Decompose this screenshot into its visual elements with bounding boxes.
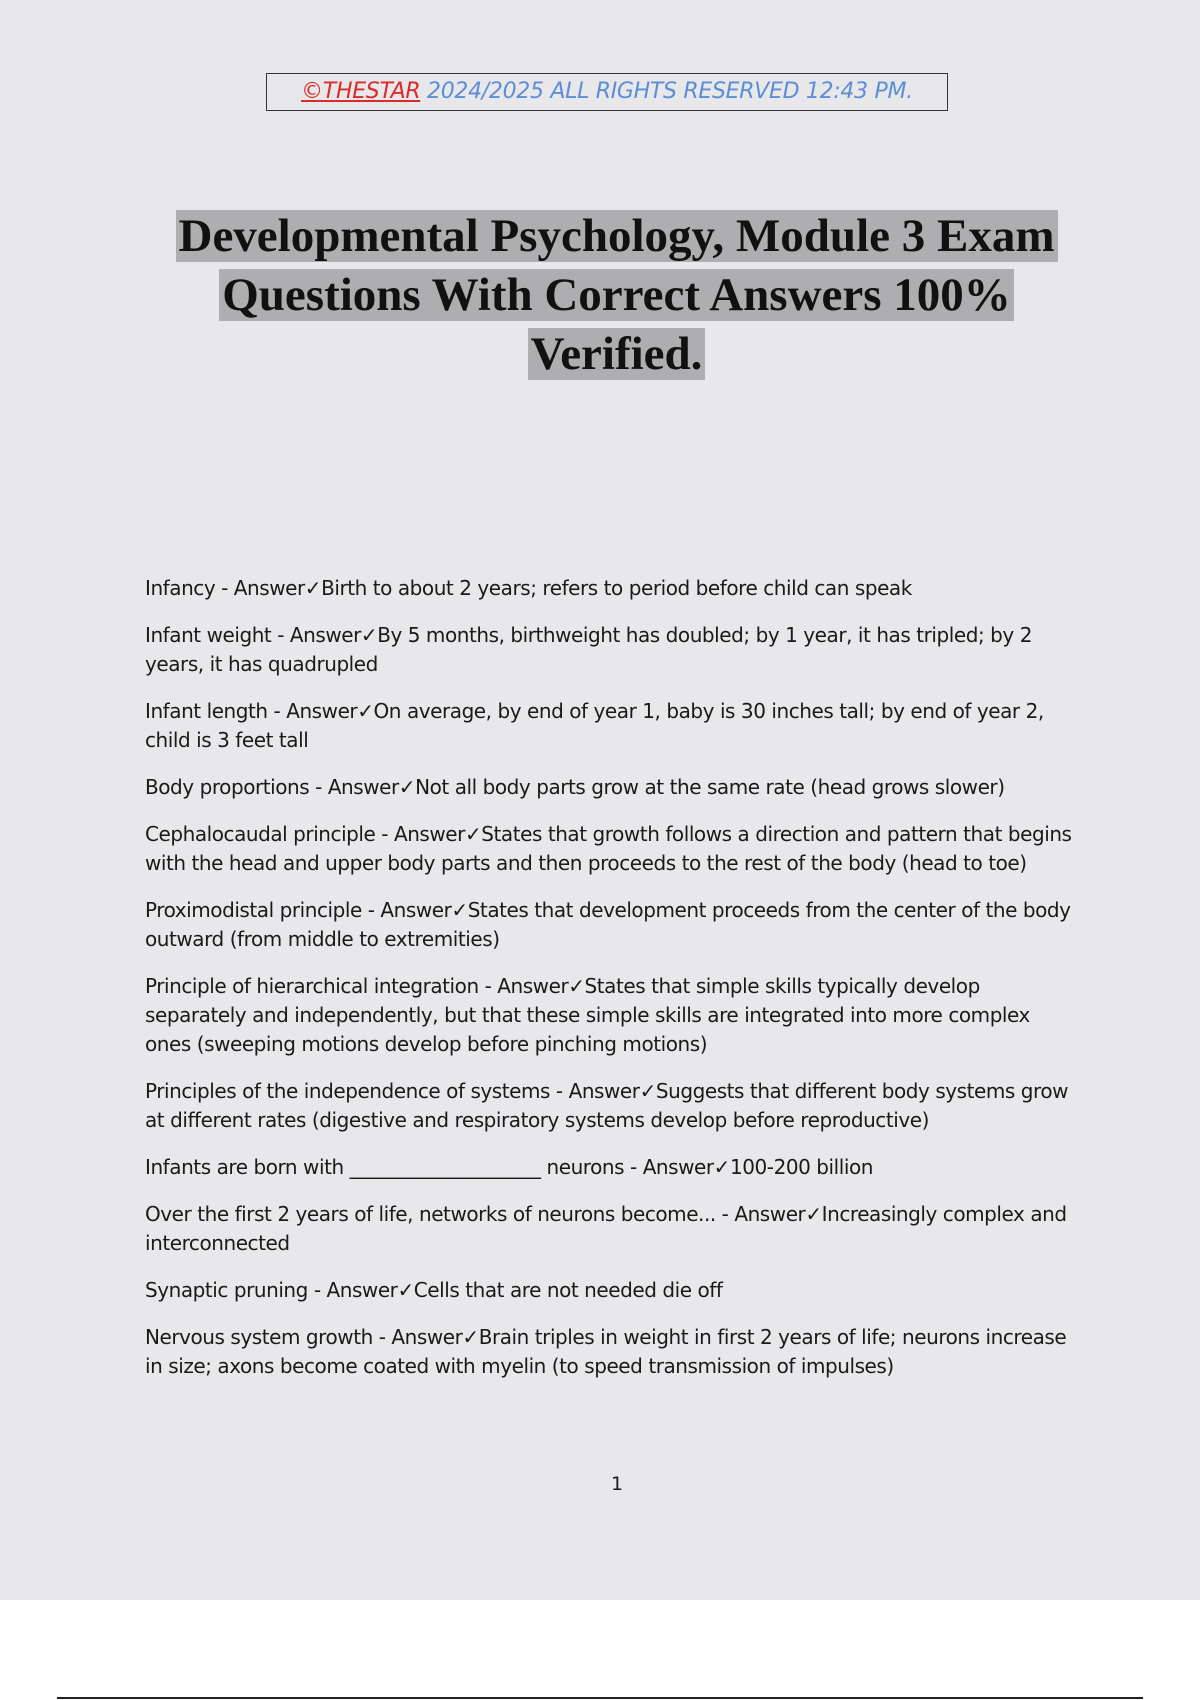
qa-answer: Increasingly complex and interconnected <box>145 1202 1067 1255</box>
check-icon: ✓ <box>805 1202 822 1226</box>
bottom-divider <box>57 1697 1143 1699</box>
qa-term: Principles of the independence of systems - Answer <box>145 1079 640 1103</box>
qa-list <box>145 574 1075 1399</box>
qa-answer: By 5 months, birthweight has doubled; by 1 year, it has tripled; by 2 years, it has quadrupled <box>145 623 1032 676</box>
qa-term: Over the first 2 years of life, networks of neurons become... - Answer <box>145 1202 806 1226</box>
check-icon: ✓ <box>568 974 585 998</box>
qa-term: Infancy - Answer <box>145 576 305 600</box>
check-icon: ✓ <box>713 1155 730 1179</box>
qa-answer: Birth to about 2 years; refers to period before child can speak <box>321 576 912 600</box>
qa-answer: States that simple skills typically develop separately and independently, but that these simple skills are integrated into more complex ones (sweeping motions develop before pinching motions) <box>145 974 1030 1056</box>
qa-answer: States that development proceeds from the center of the body outward (from middle to extremities) <box>145 898 1071 951</box>
qa-term: Infants are born with ____________________ neurons - Answer <box>145 1155 714 1179</box>
qa-term: Proximodistal principle - Answer <box>145 898 452 922</box>
qa-item <box>145 697 1075 755</box>
qa-term: Infant length - Answer <box>145 699 358 723</box>
qa-answer: Not all body parts grow at the same rate (head grows slower) <box>415 775 1005 799</box>
qa-term: Principle of hierarchical integration - Answer <box>145 974 569 998</box>
check-icon: ✓ <box>398 775 416 799</box>
check-icon: ✓ <box>462 1325 479 1349</box>
qa-term: Nervous system growth - Answer <box>145 1325 463 1349</box>
document-title <box>60 207 1173 384</box>
check-icon: ✓ <box>304 576 322 600</box>
qa-item <box>145 1153 1075 1182</box>
check-icon: ✓ <box>360 623 378 647</box>
qa-item <box>145 972 1075 1059</box>
qa-item <box>145 574 1075 603</box>
qa-answer: Brain triples in weight in first 2 years of life; neurons increase in size; axons become coated with myelin (to speed transmission of impulses) <box>145 1325 1067 1378</box>
page-number: 1 <box>610 1473 624 1495</box>
copyright-rights: 2024/2025 ALL RIGHTS RESERVED 12:43 PM. <box>420 79 913 104</box>
check-icon: ✓ <box>464 822 482 846</box>
qa-item <box>145 896 1075 954</box>
qa-item <box>145 1276 1075 1305</box>
check-icon: ✓ <box>397 1278 414 1302</box>
qa-answer: Cells that are not needed die off <box>413 1278 723 1302</box>
qa-term: Cephalocaudal principle - Answer <box>145 822 465 846</box>
copyright-banner <box>266 73 948 111</box>
qa-answer: Suggests that different body systems grow at different rates (digestive and respiratory systems develop before reproductive) <box>145 1079 1069 1132</box>
title-line-2: Questions With Correct Answers 100% <box>219 269 1014 321</box>
qa-item <box>145 1323 1075 1381</box>
qa-term: Infant weight - Answer <box>145 623 361 647</box>
qa-answer: States that growth follows a direction and pattern that begins with the head and upper body parts and then proceeds to the rest of the body (head to toe) <box>145 822 1072 875</box>
qa-term: Synaptic pruning - Answer <box>145 1278 398 1302</box>
check-icon: ✓ <box>357 699 374 723</box>
qa-answer: On average, by end of year 1, baby is 30 inches tall; by end of year 2, child is 3 feet tall <box>145 699 1044 752</box>
qa-item <box>145 820 1075 878</box>
qa-item <box>145 1077 1075 1135</box>
qa-term: Body proportions - Answer <box>145 775 399 799</box>
qa-answer: 100-200 billion <box>729 1155 873 1179</box>
check-icon: ✓ <box>639 1079 656 1103</box>
qa-item <box>145 773 1075 802</box>
qa-item <box>145 1200 1075 1258</box>
qa-item <box>145 621 1075 679</box>
check-icon: ✓ <box>451 898 468 922</box>
copyright-brand: ©THESTAR <box>301 79 421 104</box>
title-line-3: Verified. <box>528 328 706 380</box>
title-line-1: Developmental Psychology, Module 3 Exam <box>176 210 1058 262</box>
